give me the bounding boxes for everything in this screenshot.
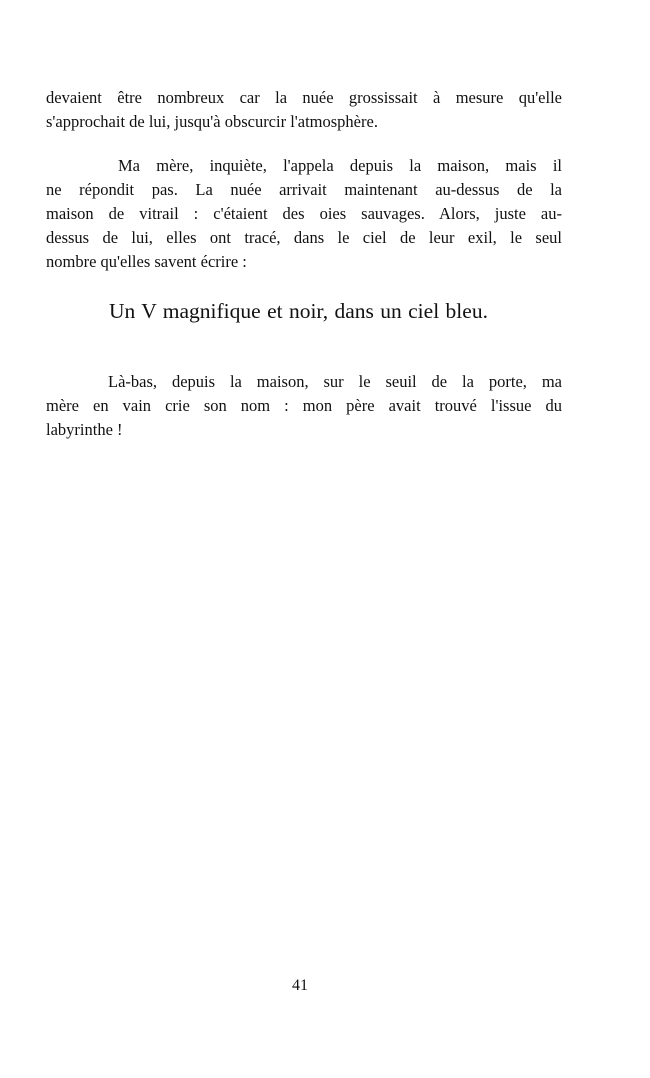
text-line: Ma mère, inquiète, l'appela depuis la maison, mais il: [118, 156, 562, 175]
text-line: nombre qu'elles savent écrire :: [46, 252, 247, 271]
text-line: ne répondit pas. La nuée arrivait maintenant au-dessus de la: [46, 180, 562, 199]
text-line: s'approchait de lui, jusqu'à obscurcir l'atmosphère.: [46, 112, 378, 131]
text-line: Là-bas, depuis la maison, sur le seuil de la porte, ma: [108, 372, 562, 391]
text-line: maison de vitrail : c'étaient des oies sauvages. Alors, juste au-: [46, 204, 562, 223]
paragraph-1: [46, 86, 562, 134]
verse-line: Un V magnifique et noir, dans un ciel bleu.: [109, 299, 488, 323]
text-line: dessus de lui, elles ont tracé, dans le ciel de leur exil, le seul: [46, 228, 562, 247]
paragraph-2: [46, 154, 562, 274]
page-number: 41: [292, 977, 308, 994]
text-line: devaient être nombreux car la nuée grossissait à mesure qu'elle: [46, 88, 562, 107]
text-line: labyrinthe !: [46, 420, 123, 439]
text-line: mère en vain crie son nom : mon père avait trouvé l'issue du: [46, 396, 562, 415]
paragraph-3: [46, 370, 562, 442]
